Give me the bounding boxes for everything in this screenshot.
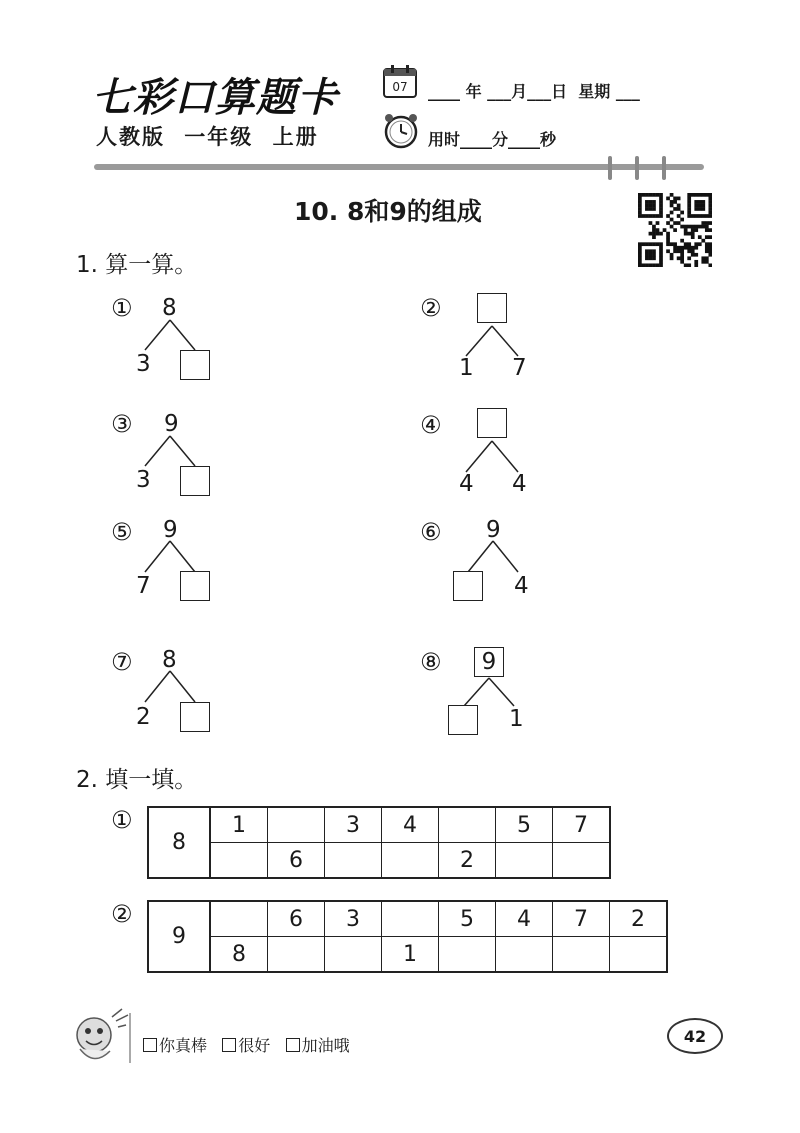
table-cell[interactable]: 2 xyxy=(610,901,668,937)
table-cell[interactable] xyxy=(268,937,325,973)
table-cell[interactable]: 3 xyxy=(325,807,382,843)
answer-box[interactable] xyxy=(180,350,210,380)
problem-label: ⑥ xyxy=(420,518,442,546)
table-row xyxy=(148,843,610,879)
table-row xyxy=(148,901,667,937)
tree-right-number: 7 xyxy=(512,355,527,381)
rating-label-good: 很好 xyxy=(238,1036,271,1055)
cartoon-mascot-icon xyxy=(70,1005,132,1067)
table-cell[interactable] xyxy=(382,843,439,879)
table-cell[interactable] xyxy=(496,937,553,973)
composition-table-8 xyxy=(147,806,611,879)
tree-top-number: 9 xyxy=(474,647,504,677)
table-label: ② xyxy=(111,900,133,928)
answer-box[interactable] xyxy=(180,466,210,496)
table-cell[interactable]: 5 xyxy=(439,901,496,937)
answer-box[interactable] xyxy=(477,408,507,438)
tree-left-number: 3 xyxy=(136,351,151,377)
rating-label-great: 你真棒 xyxy=(159,1036,208,1055)
table-cell[interactable] xyxy=(439,937,496,973)
tree-top-number: 9 xyxy=(164,411,179,437)
table-cell[interactable] xyxy=(210,843,268,879)
table-cell[interactable]: 6 xyxy=(268,843,325,879)
problem-label: ④ xyxy=(420,411,442,439)
tree-left-number: 3 xyxy=(136,467,151,493)
tree-top-number: 9 xyxy=(486,517,501,543)
tree-left-number: 2 xyxy=(136,704,151,730)
date-fields[interactable]: ____ 年 ___月___日 星期 ___ xyxy=(428,82,640,101)
table-cell[interactable]: 5 xyxy=(496,807,553,843)
tree-top-number: 9 xyxy=(163,517,178,543)
table-cell[interactable]: 1 xyxy=(210,807,268,843)
answer-box[interactable] xyxy=(180,571,210,601)
answer-box[interactable] xyxy=(477,293,507,323)
rating-label-try: 加油哦 xyxy=(301,1036,350,1055)
table-cell[interactable] xyxy=(610,937,668,973)
table-cell[interactable] xyxy=(325,843,382,879)
table-cell[interactable] xyxy=(439,807,496,843)
table-cell[interactable]: 4 xyxy=(496,901,553,937)
tree-top-number: 8 xyxy=(162,647,177,673)
table-cell[interactable] xyxy=(553,843,611,879)
rating-checkbox[interactable] xyxy=(286,1038,300,1052)
table-label: ① xyxy=(111,806,133,834)
time-fields[interactable]: 用时____分____秒 xyxy=(428,130,557,149)
problem-label: ⑦ xyxy=(111,648,133,676)
edition-label: 人教版 一年级 上册 xyxy=(96,125,319,149)
problem-label: ⑤ xyxy=(111,518,133,546)
table-cell[interactable]: 2 xyxy=(439,843,496,879)
problem-label: ① xyxy=(111,294,133,322)
answer-box[interactable] xyxy=(453,571,483,601)
table-head-number: 8 xyxy=(148,807,210,878)
table-cell[interactable] xyxy=(382,901,439,937)
tree-top-number: 8 xyxy=(162,295,177,321)
table-cell[interactable]: 7 xyxy=(553,807,611,843)
table-cell[interactable]: 7 xyxy=(553,901,610,937)
page-number: 42 xyxy=(667,1018,723,1054)
table-cell[interactable]: 8 xyxy=(210,937,268,973)
rating-checkbox[interactable] xyxy=(143,1038,157,1052)
table-cell[interactable]: 3 xyxy=(325,901,382,937)
section1-heading: 1. 算一算。 xyxy=(76,252,198,278)
tree-left-number: 1 xyxy=(459,355,474,381)
tree-right-number: 4 xyxy=(514,573,529,599)
problem-label: ③ xyxy=(111,410,133,438)
answer-box[interactable] xyxy=(180,702,210,732)
section2-heading: 2. 填一填。 xyxy=(76,767,198,793)
table-head-number: 9 xyxy=(148,901,210,972)
table-cell[interactable] xyxy=(553,937,610,973)
calendar-day: 07 xyxy=(392,80,408,94)
brand-logo: 七彩口算题卡 xyxy=(92,74,338,121)
tree-right-number: 4 xyxy=(512,471,527,497)
table-row xyxy=(148,937,667,973)
table-cell[interactable] xyxy=(496,843,553,879)
table-cell[interactable] xyxy=(325,937,382,973)
table-cell[interactable]: 1 xyxy=(382,937,439,973)
table-cell[interactable] xyxy=(268,807,325,843)
table-cell[interactable]: 4 xyxy=(382,807,439,843)
self-rating-options xyxy=(143,1033,350,1056)
rating-checkbox[interactable] xyxy=(222,1038,236,1052)
table-cell[interactable] xyxy=(210,901,268,937)
table-cell[interactable]: 6 xyxy=(268,901,325,937)
problem-label: ② xyxy=(420,294,442,322)
tree-right-number: 1 xyxy=(509,706,524,732)
problem-label: ⑧ xyxy=(420,648,442,676)
composition-table-9 xyxy=(147,900,668,973)
lesson-title: 10. 8和9的组成 xyxy=(294,197,482,226)
answer-box[interactable] xyxy=(448,705,478,735)
tree-left-number: 7 xyxy=(136,573,151,599)
table-row xyxy=(148,807,610,843)
tree-left-number: 4 xyxy=(459,471,474,497)
